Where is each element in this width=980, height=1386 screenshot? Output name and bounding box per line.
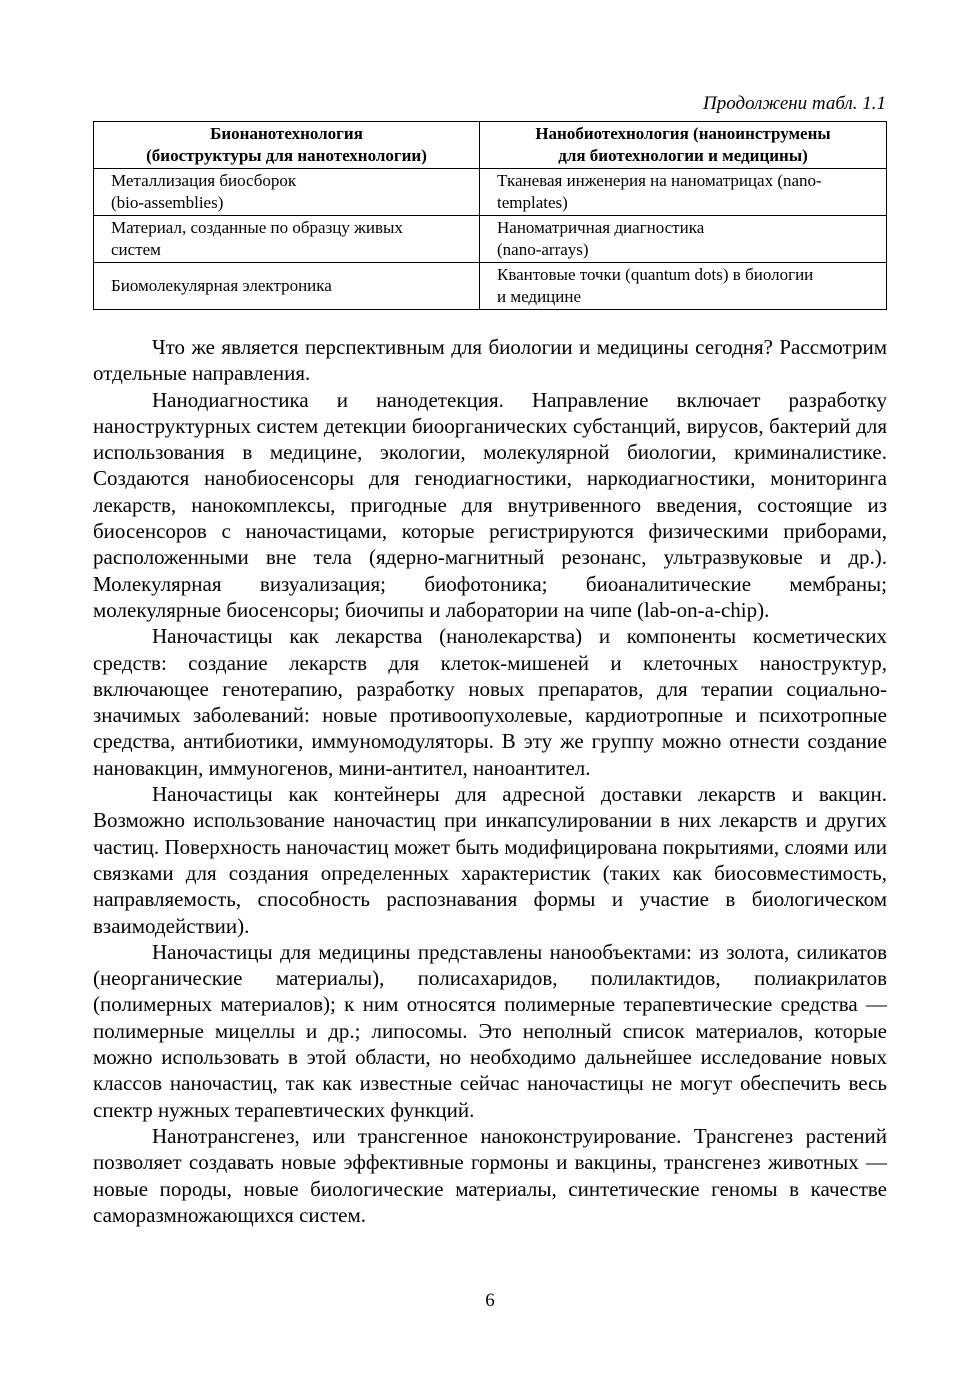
table-cell (94, 169, 480, 216)
table-cell (480, 169, 887, 216)
cell-line: templates) (497, 193, 568, 212)
cell-line: Нанобиотехнология (наноинструмены (535, 124, 831, 143)
table-header-cell (94, 122, 480, 169)
paragraph: Нанотрансгенез, или трансгенное наноконструирование. Трансгенез растений позволяет создавать новые эффективные гормоны и вакцины, трансгенез животных — новые породы, новые биологические материалы, синтетические геномы в качестве саморазмножающихся систем. (93, 1123, 887, 1227)
cell-line: и медицине (497, 287, 582, 306)
paragraph: Наночастицы как лекарства (нанолекарства) и компоненты косметических средств: создание лекарств для клеток-мишеней и клеточных наноструктур, включающее генотерапию, разработку новых препаратов, для терапии социально-значимых заболеваний: новые противоопухолевые, кардиотропные и психотропные средства, антибиотики, иммуномодуляторы. В эту же группу можно отнести создание нановакцин, иммуногенов, мини-антител, наноантител. (93, 624, 887, 780)
cell-line: Материал, созданные по образцу живых (111, 218, 403, 237)
cell-line: (nano-arrays) (497, 240, 589, 259)
body-text (93, 334, 887, 1228)
table-header-cell (480, 122, 887, 169)
table-header-row (94, 122, 887, 169)
paragraph: Наночастицы для медицины представлены нанообъектами: из золота, силикатов (неорганические материалы), полисахаридов, полилактидов, полиакрилатов (полимерных материалов); к ним относятся полимерные терапевтические средства — полимерные мицеллы и др.; липосомы. Это неполный список материалов, которые можно использовать в этой области, но необходимо дальнейшее исследование новых классов наночастиц, так как известные сейчас наночастицы не могут обеспечить весь спектр нужных терапевтических функций. (93, 939, 887, 1122)
paragraph: Что же является перспективным для биологии и медицины сегодня? Рассмотрим отдельные направления. (93, 335, 887, 386)
table-caption: Продолжени табл. 1.1 (703, 93, 886, 114)
cell-line: Металлизация биосборок (111, 171, 297, 190)
cell-line: Бионанотехнология (210, 124, 363, 143)
cell-line: (bio-assemblies) (111, 193, 224, 212)
cell-line: для биотехнологии и медицины) (558, 146, 808, 165)
table-cell (94, 263, 480, 310)
table-row (94, 216, 887, 263)
table-row (94, 263, 887, 310)
cell-line: Наноматричная диагностика (497, 218, 705, 237)
cell-line: Тканевая инженерия на наноматрицах (nano- (497, 171, 822, 190)
cell-line: Квантовые точки (quantum dots) в биологии (497, 265, 814, 284)
table-row (94, 169, 887, 216)
paragraph: Нанодиагностика и нанодетекция. Направление включает разработку наноструктурных систем детекции биоорганических субстанций, вирусов, бактерий для использования в медицине, экологии, молекулярной биологии, криминалистике. Создаются нанобиосенсоры для генодиагностики, наркодиагностики, мониторинга лекарств, нанокомплексы, пригодные для внутривенного введения, состоящие из биосенсоров с наночастицами, которые регистрируются физическими приборами, расположенными вне тела (ядерно-магнитный резонанс, ультразвуковые и др.). Молекулярная визуализация; биофотоника; биоаналитические мембраны; молекулярные биосенсоры; биочипы и лаборатории на чипе (lab-on-a-chip). (93, 387, 887, 622)
page-number: 6 (485, 1290, 495, 1311)
cell-line: Биомолекулярная электроника (111, 276, 332, 295)
cell-line: (биоструктуры для нанотехнологии) (146, 146, 427, 165)
paragraph: Наночастицы как контейнеры для адресной доставки лекарств и вакцин. Возможно использование наночастиц при инкапсулировании в них лекарств и других частиц. Поверхность наночастиц может быть модифицирована покрытиями, слоями или связками для создания определенных характеристик (таких как биосовместимость, направляемость, способность распознавания формы и участие в биологическом взаимодействии). (93, 782, 887, 938)
table-cell (94, 216, 480, 263)
table-cell (480, 263, 887, 310)
table-cell (480, 216, 887, 263)
cell-line: систем (111, 240, 161, 259)
comparison-table (93, 121, 887, 310)
